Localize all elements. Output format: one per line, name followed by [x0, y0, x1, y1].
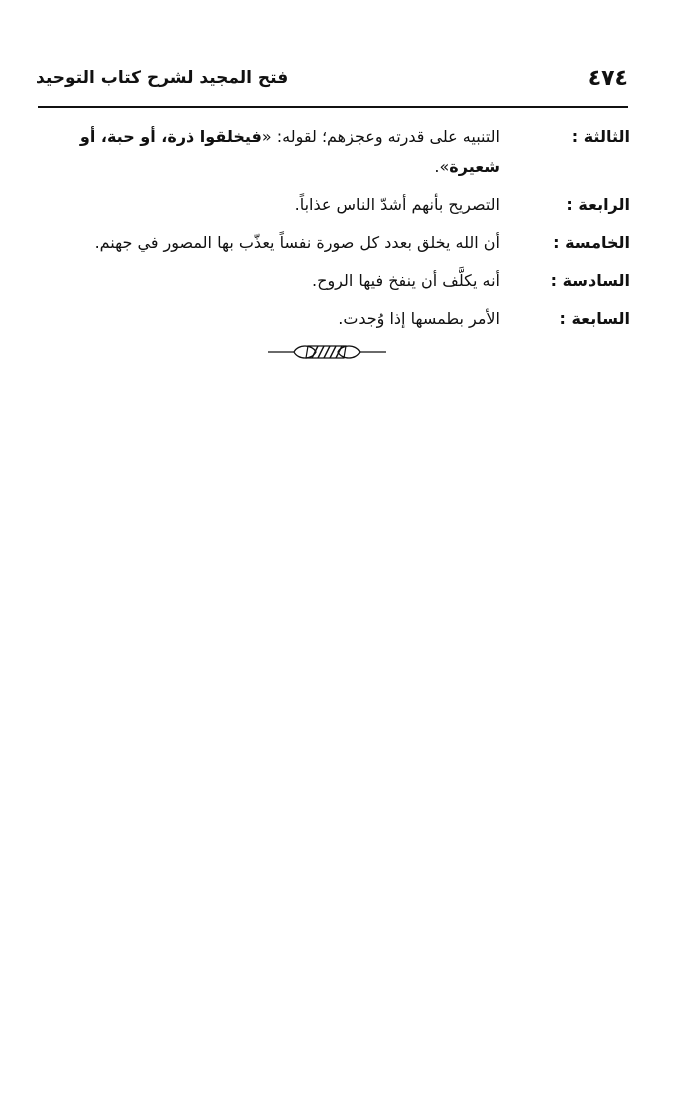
entry-text-part: التنبيه على قدرته وعجزهم؛ لقوله: « [261, 127, 500, 146]
entry-label: الرابعة : [566, 195, 630, 214]
entry-text: أن الله يخلق بعدد كل صورة نفساً يعذّب بها المصور في جهنم. [94, 233, 500, 252]
entry-label: السابعة : [559, 309, 630, 328]
entry-text: الأمر بطمسها إذا وُجدت. [338, 309, 500, 328]
entry-text: التصريح بأنهم أشدّ الناس عذاباً. [294, 195, 500, 214]
entry-text [30, 122, 500, 182]
entry-label: السادسة : [550, 271, 630, 290]
running-title: فتح المجيد لشرح كتاب التوحيد [36, 68, 289, 88]
page-header [36, 66, 628, 106]
header-divider [38, 106, 628, 108]
page-number: ٤٧٤ [587, 66, 628, 91]
quoted-verse: فيخلقوا ذرة، أو حبة، أو شعيرة [79, 127, 500, 176]
list-item [30, 266, 630, 296]
list-item [30, 304, 630, 334]
entry-label: الخامسة : [553, 233, 630, 252]
list-item [30, 122, 630, 182]
section-divider-ornament [268, 342, 386, 362]
list-item [30, 190, 630, 220]
entry-text-part: ». [434, 157, 450, 176]
list-item [30, 228, 630, 258]
entry-text: أنه يكلَّف أن ينفخ فيها الروح. [312, 271, 500, 290]
entry-label: الثالثة : [571, 127, 630, 146]
issues-list [30, 122, 630, 342]
